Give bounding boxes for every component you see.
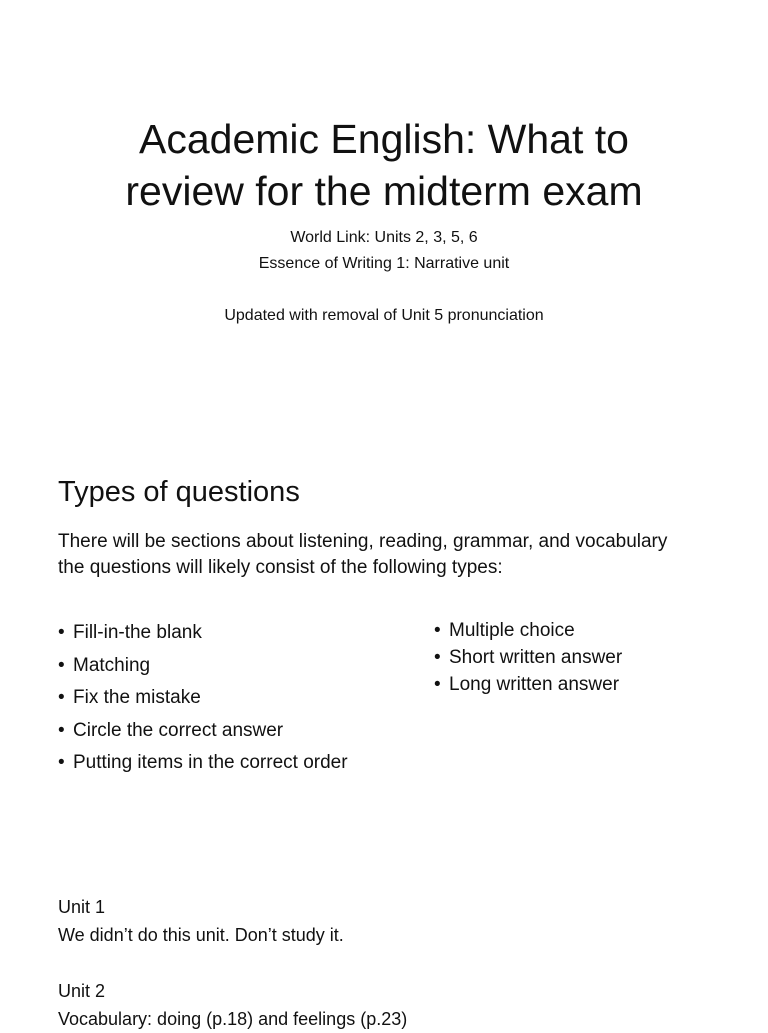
subtitle-world-link: World Link: Units 2, 3, 5, 6 bbox=[290, 229, 478, 246]
slide-heading: Types of questions bbox=[58, 476, 300, 508]
list-item: • Fill-in-the blank bbox=[58, 617, 348, 650]
unit-2-title: Unit 2 bbox=[58, 981, 106, 1001]
question-types-list-right bbox=[434, 617, 622, 698]
list-item: • Long written answer bbox=[434, 671, 622, 698]
list-item: • Matching bbox=[58, 650, 348, 683]
unit-1-text: We didn’t do this unit. Don’t study it. bbox=[58, 925, 344, 945]
units-slide bbox=[0, 860, 768, 1029]
question-types-list-left bbox=[58, 617, 348, 780]
unit-2-text: Vocabulary: doing (p.18) and feelings (p.23) bbox=[58, 1009, 408, 1029]
list-item: • Short written answer bbox=[434, 644, 622, 671]
list-item: • Multiple choice bbox=[434, 617, 622, 644]
title-line-2: review for the midterm exam bbox=[125, 168, 643, 214]
question-types-slide bbox=[0, 460, 768, 860]
list-item: • Putting items in the correct order bbox=[58, 747, 348, 780]
update-note: Updated with removal of Unit 5 pronunciation bbox=[224, 307, 544, 324]
slide-title bbox=[0, 113, 768, 217]
list-item: • Fix the mistake bbox=[58, 682, 348, 715]
unit-1-title: Unit 1 bbox=[58, 897, 106, 917]
title-slide bbox=[0, 0, 768, 460]
list-item: • Circle the correct answer bbox=[58, 715, 348, 748]
subtitle-essence-of-writing: Essence of Writing 1: Narrative unit bbox=[258, 255, 510, 272]
intro-paragraph: There will be sections about listening, reading, grammar, and vocabulary the questions will likely consist of the following types: bbox=[58, 531, 668, 578]
title-line-1: Academic English: What to bbox=[139, 116, 629, 162]
